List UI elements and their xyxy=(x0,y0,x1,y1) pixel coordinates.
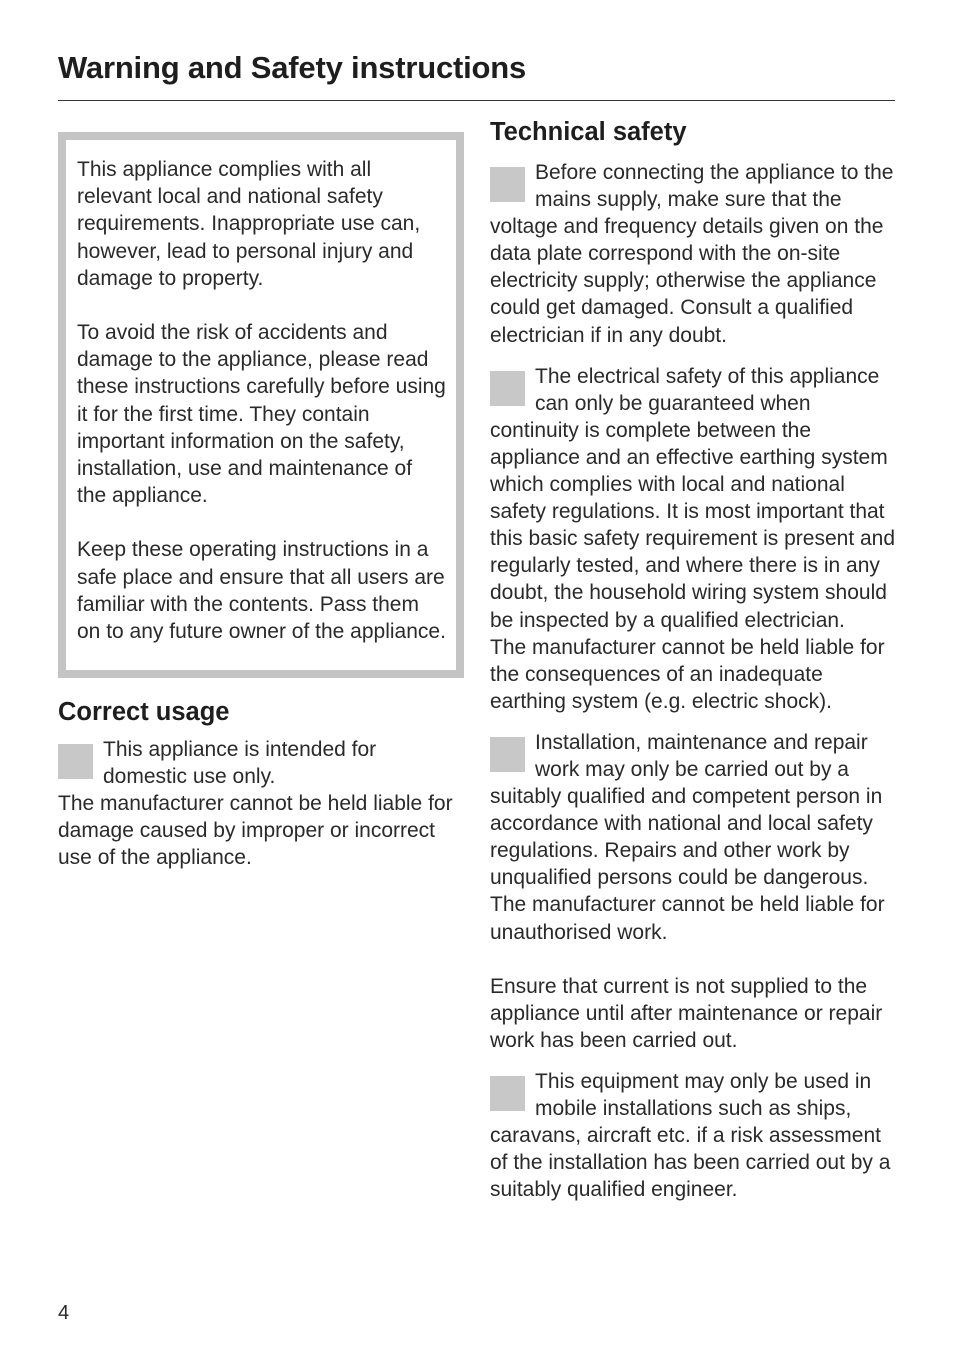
technical-safety-text: The electrical safety of this appliance can only be guaranteed when continuity is complete between the appliance and an effective earthing system which complies with local and national safety regulations. It is most important that this basic safety requirement is present and regularly tested, and where there is in any doubt, the household wiring system should be inspected by a qualified electrician. The manufacturer cannot be held liable for the consequences of an inadequate earthing system (e.g. electric shock). xyxy=(490,364,896,713)
bullet-square-icon xyxy=(490,1076,525,1111)
correct-usage-heading: Correct usage xyxy=(58,698,230,726)
page-title: Warning and Safety instructions xyxy=(58,50,527,85)
technical-safety-item xyxy=(490,159,900,349)
technical-safety-item xyxy=(490,1068,900,1203)
page-number: 4 xyxy=(58,1302,70,1324)
right-column xyxy=(490,118,900,1203)
technical-safety-text: This equipment may only be used in mobile installations such as ships, caravans, aircraft etc. if a risk assessment of the installation has been carried out by a suitably qualified engineer. xyxy=(490,1069,891,1202)
technical-safety-heading: Technical safety xyxy=(490,118,687,146)
technical-safety-item xyxy=(490,729,900,1054)
technical-safety-text: Before connecting the appliance to the mains supply, make sure that the voltage and frequency details given on the data plate correspond with the on-site electricity supply; otherwise the appliance could get damaged. Consult a qualified electrician if in any doubt. xyxy=(490,161,894,347)
technical-safety-note: Ensure that current is not supplied to the appliance until after maintenance or repair work has been carried out. xyxy=(490,974,883,1052)
bullet-square-icon xyxy=(490,167,525,202)
bullet-square-icon xyxy=(490,371,525,406)
title-rule xyxy=(58,100,895,101)
notice-paragraph: Keep these operating instructions in a safe place and ensure that all users are familiar with the contents. Pass them on to any future owner of the appliance. xyxy=(77,538,446,644)
technical-safety-item xyxy=(490,363,900,715)
correct-usage-item xyxy=(58,736,466,871)
technical-safety-text: Installation, maintenance and repair work may only be carried out by a suitably qualified and competent person in accordance with national and local safety regulations. Repairs and other work by unqualified persons could be dangerous. The manufacturer cannot be held liable for unauthorised work. xyxy=(490,730,885,944)
bullet-square-icon xyxy=(58,744,93,779)
bullet-square-icon xyxy=(490,737,525,772)
left-column xyxy=(58,132,466,871)
notice-paragraph: To avoid the risk of accidents and damage to the appliance, please read these instructions carefully before using it for the first time. They contain important information on the safety, installation, use and maintenance of the appliance. xyxy=(77,321,446,508)
notice-paragraph: This appliance complies with all relevant local and national safety requirements. Inappropriate use can, however, lead to personal injury and damage to property. xyxy=(77,158,421,290)
correct-usage-text: This appliance is intended for domestic use only. The manufacturer cannot be held liable for damage caused by improper or incorrect use of the appliance. xyxy=(58,738,453,870)
notice-box xyxy=(58,132,464,678)
